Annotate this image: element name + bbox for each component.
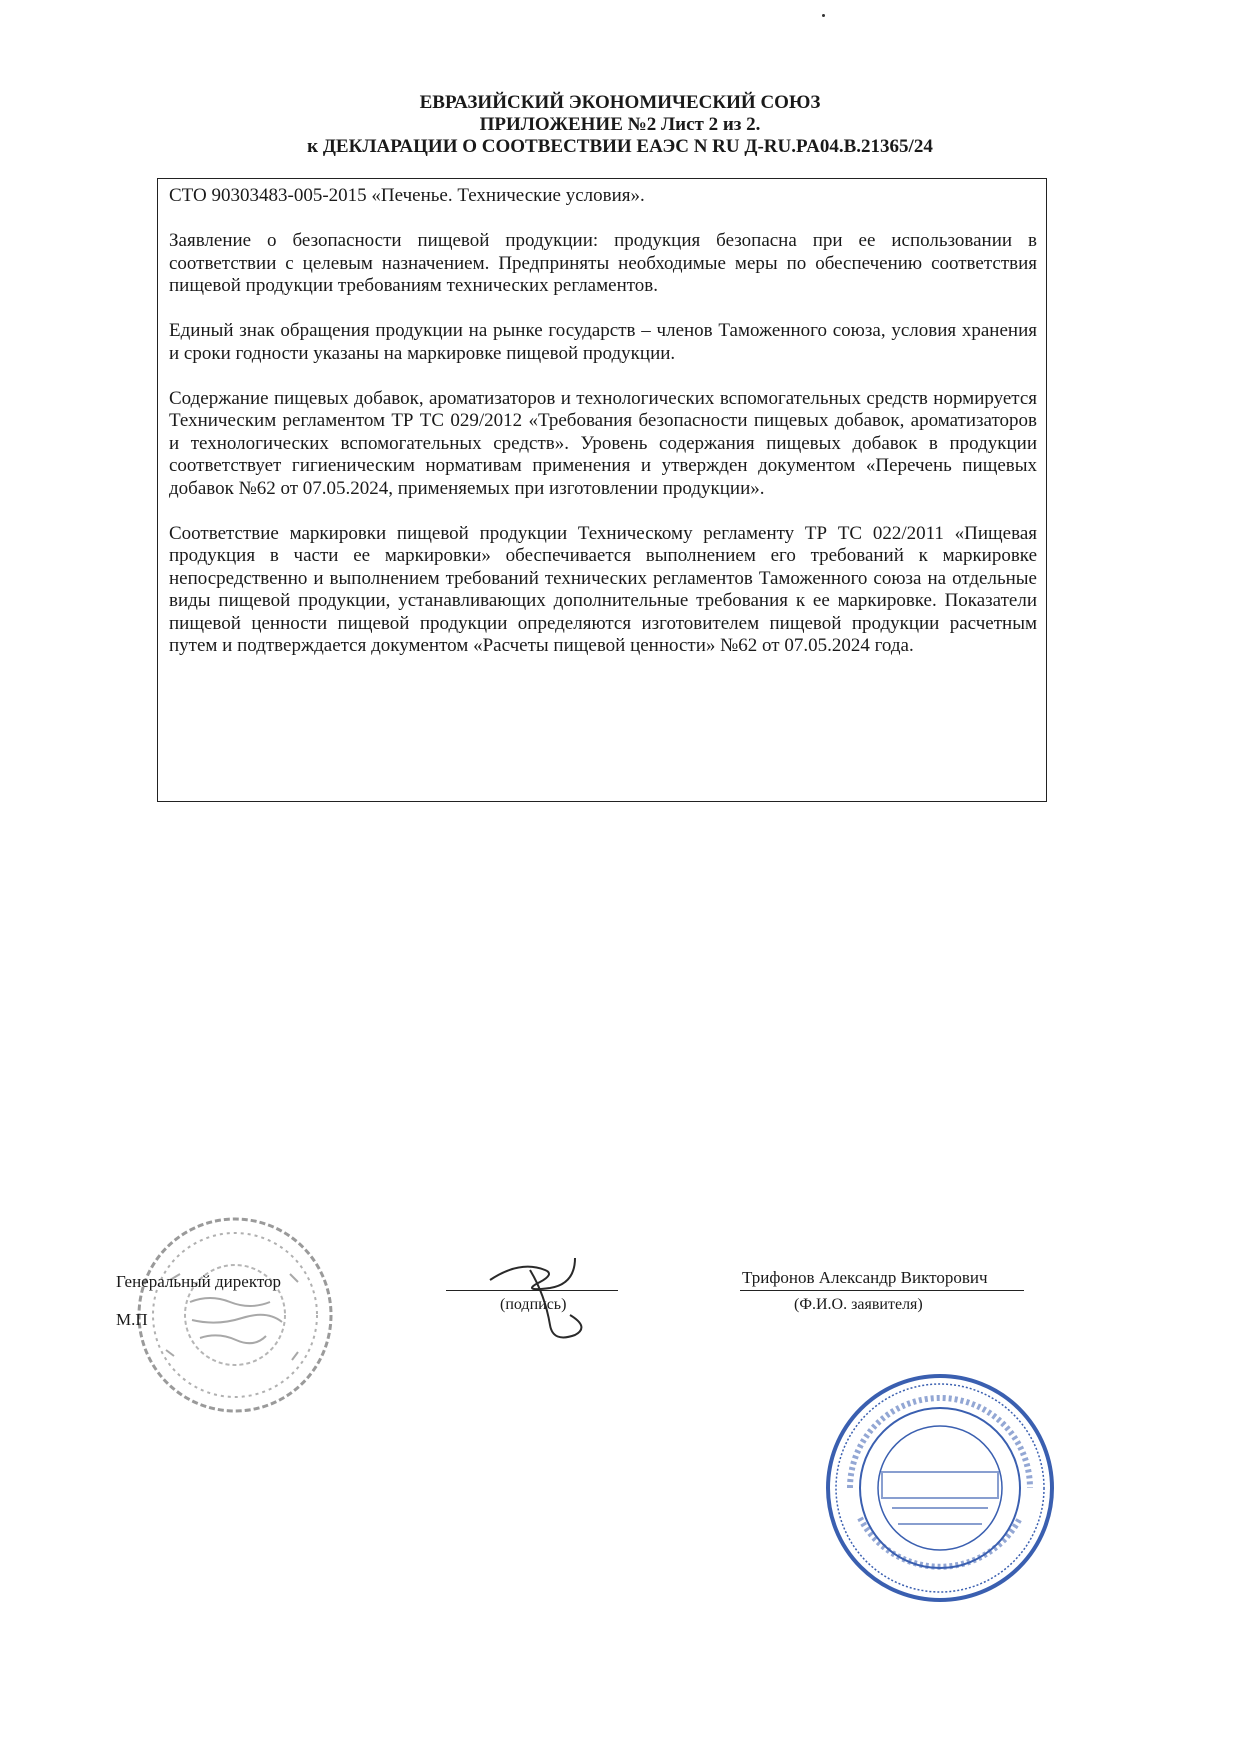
mp-label: М.П — [116, 1310, 148, 1329]
signature-line — [446, 1290, 618, 1291]
paragraph-circulation-mark: Единый знак обращения продукции на рынке государств – членов Таможенного союза, условия хранения и сроки годности указаны на маркировке пищевой продукции. — [169, 320, 1037, 364]
header-union-title: ЕВРАЗИЙСКИЙ ЭКОНОМИЧЕСКИЙ СОЮЗ — [419, 92, 821, 113]
organization-stamp — [820, 1368, 1060, 1608]
name-caption: (Ф.И.О. заявителя) — [794, 1296, 923, 1313]
applicant-name: Трифонов Александр Викторович — [742, 1268, 988, 1287]
paragraph-additives: Содержание пищевых добавок, ароматизаторов и технологических вспомогательных средств нормируется Техническим регламентом ТР ТС 029/2012 «Требования безопасности пищевых добавок, ароматизаторов и технологических вспомогательных средств». Уровень содержания пищевых добавок в продукции соответствует гигиеническим нормативам применения и утвержден документом «Перечень пищевых добавок №62 от 07.05.2024, применяемых при изготовлении продукции». — [169, 387, 1037, 499]
paragraph-labeling: Соответствие маркировки пищевой продукции Техническому регламенту ТР ТС 022/2011 «Пищевая продукция в части ее маркировки» обеспечивается выполнением его требований к маркировке непосредственно и выполнением требований технических регламентов Таможенного союза на отдельные виды пищевой продукции, устанавливающих дополнительные требования к ее маркировке. Показатели пищевой ценности пищевой продукции определяются изготовителем пищевой продукции расчетным путем и подтверждается документом «Расчеты пищевой ценности» №62 от 07.05.2024 года. — [169, 522, 1037, 656]
signature-caption: (подпись) — [500, 1296, 567, 1313]
gray-round-stamp — [130, 1210, 340, 1420]
paragraph-standard: СТО 90303483-005-2015 «Печенье. Технические условия». — [169, 185, 645, 206]
header-declaration-title: к ДЕКЛАРАЦИИ О СООТВЕСТВИИ ЕАЭС N RU Д-RU.PA04.B.21365/24 — [307, 136, 933, 157]
handwritten-signature — [470, 1240, 630, 1350]
position-label: Генеральный директор — [116, 1272, 282, 1291]
header-appendix-title: ПРИЛОЖЕНИЕ №2 Лист 2 из 2. — [479, 114, 761, 135]
name-line — [740, 1290, 1024, 1291]
paragraph-safety-statement: Заявление о безопасности пищевой продукции: продукция безопасна при ее использовании в соответствии с целевым назначением. Предприняты необходимые меры по обеспечению соответствия пищевой продукции требованиям технических регламентов. — [169, 230, 1037, 296]
